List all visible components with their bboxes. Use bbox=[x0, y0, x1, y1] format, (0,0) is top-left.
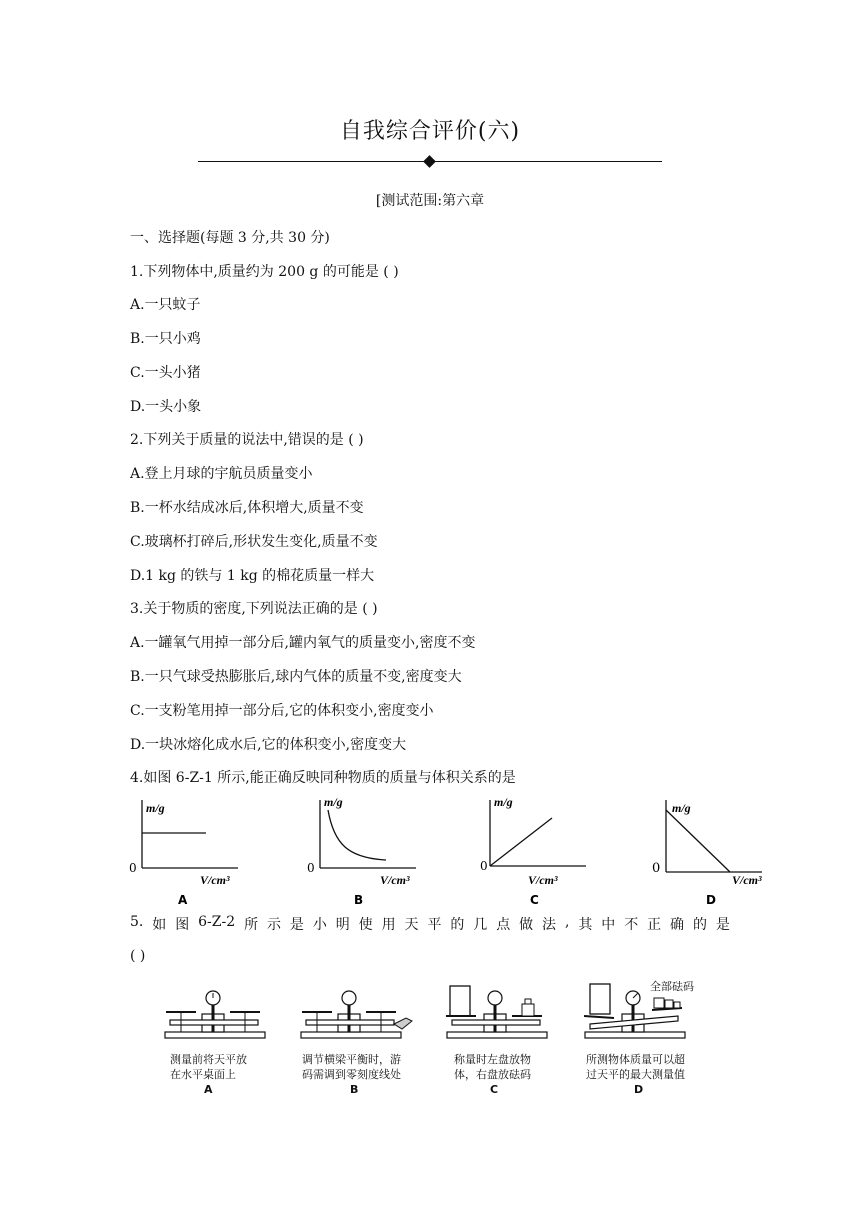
graph-c-ylabel: m/g bbox=[494, 795, 513, 809]
graph-b bbox=[300, 792, 430, 908]
graph-d-ylabel: m/g bbox=[672, 801, 691, 815]
test-scope: [测试范围:第六章 bbox=[375, 193, 485, 209]
question-1-option-c: C.一头小猪 bbox=[130, 365, 201, 381]
balance-c bbox=[442, 980, 557, 1044]
question-3-option-a: A.一罐氧气用掉一部分后,罐内氧气的质量变小,密度不变 bbox=[130, 635, 476, 651]
graph-c-origin: 0 bbox=[480, 859, 488, 873]
question-5-stem: 5. 如 图 6-Z-2 所 示 是 小 明 使 用 天 平 的 几 点 做 法 , 其 中 不 正 确 的 是 bbox=[130, 914, 730, 933]
graph-b-origin: 0 bbox=[307, 861, 315, 875]
balance-b bbox=[296, 984, 416, 1044]
question-1-stem: 1.下列物体中,质量约为 200 g 的可能是 ( ) bbox=[130, 264, 399, 280]
weight-icon bbox=[665, 1000, 673, 1008]
question-1-option-d: D.一头小象 bbox=[130, 399, 202, 415]
balance-d-caption: 所测物体质量可以超 过天平的最大测量值 D bbox=[586, 1053, 685, 1096]
graph-b-xlabel: V/cm³ bbox=[380, 873, 410, 887]
question-2-option-a: A.登上月球的宇航员质量变小 bbox=[130, 466, 313, 482]
graph-a-label: A bbox=[178, 893, 188, 907]
page-title: 自我综合评价(六) bbox=[339, 119, 521, 144]
question-3-stem: 3.关于物质的密度,下列说法正确的是 ( ) bbox=[130, 601, 378, 617]
graph-b-ylabel: m/g bbox=[324, 795, 343, 809]
title-rule-diamond bbox=[423, 155, 436, 168]
question-3-option-c: C.一支粉笔用掉一部分后,它的体积变小,密度变小 bbox=[130, 703, 434, 719]
question-3-option-b: B.一只气球受热膨胀后,球内气体的质量不变,密度变大 bbox=[130, 669, 462, 685]
weight-icon bbox=[674, 1002, 680, 1008]
graph-a-ylabel: m/g bbox=[146, 801, 165, 815]
balance-c-caption: 称量时左盘放物 体，右盘放砝码 C bbox=[454, 1053, 531, 1096]
graph-c bbox=[478, 792, 608, 908]
graph-c-curve bbox=[490, 818, 552, 866]
graph-a-xlabel: V/cm³ bbox=[200, 873, 230, 887]
weight-icon bbox=[522, 1004, 534, 1016]
weight-icon bbox=[654, 998, 664, 1008]
object-block bbox=[450, 986, 470, 1016]
graph-a bbox=[120, 792, 250, 908]
balance-b-caption: 调节横梁平衡时，游 码需调到零刻度线处 B bbox=[302, 1053, 401, 1096]
graph-d-origin: 0 bbox=[652, 861, 661, 876]
graph-d-label: D bbox=[706, 893, 716, 907]
question-5-paren: ( ) bbox=[130, 948, 146, 964]
graph-d-xlabel: V/cm³ bbox=[732, 873, 762, 887]
graph-a-origin: 0 bbox=[129, 861, 137, 875]
question-2-stem: 2.下列关于质量的说法中,错误的是 ( ) bbox=[130, 432, 364, 448]
graph-c-xlabel: V/cm³ bbox=[528, 873, 558, 887]
object-block bbox=[590, 984, 610, 1014]
question-2-option-c: C.玻璃杯打碎后,形状发生变化,质量不变 bbox=[130, 534, 378, 550]
question-2-option-d: D.1 kg 的铁与 1 kg 的棉花质量一样大 bbox=[130, 568, 375, 584]
question-3-option-d: D.一块冰熔化成水后,它的体积变小,密度变大 bbox=[130, 737, 407, 753]
graph-b-label: B bbox=[354, 893, 364, 907]
question-4-stem: 4.如图 6-Z-1 所示,能正确反映同种物质的质量与体积关系的是 bbox=[130, 770, 516, 786]
all-weights-label: 全部砝码 bbox=[650, 980, 694, 993]
question-1-option-b: B.一只小鸡 bbox=[130, 331, 201, 347]
question-2-option-b: B.一杯水结成冰后,体积增大,质量不变 bbox=[130, 500, 364, 516]
balance-a bbox=[160, 984, 275, 1044]
tweezers-icon bbox=[394, 1018, 412, 1029]
graph-c-label: C bbox=[530, 893, 539, 907]
question-1-option-a: A.一只蚊子 bbox=[130, 297, 201, 313]
graph-b-curve bbox=[328, 810, 386, 860]
balance-a-caption: 测量前将天平放 在水平桌面上 A bbox=[170, 1053, 247, 1096]
section-heading: 一、选择题(每题 3 分,共 30 分) bbox=[130, 230, 330, 246]
graph-d bbox=[650, 792, 780, 908]
graph-d-curve bbox=[666, 810, 730, 872]
